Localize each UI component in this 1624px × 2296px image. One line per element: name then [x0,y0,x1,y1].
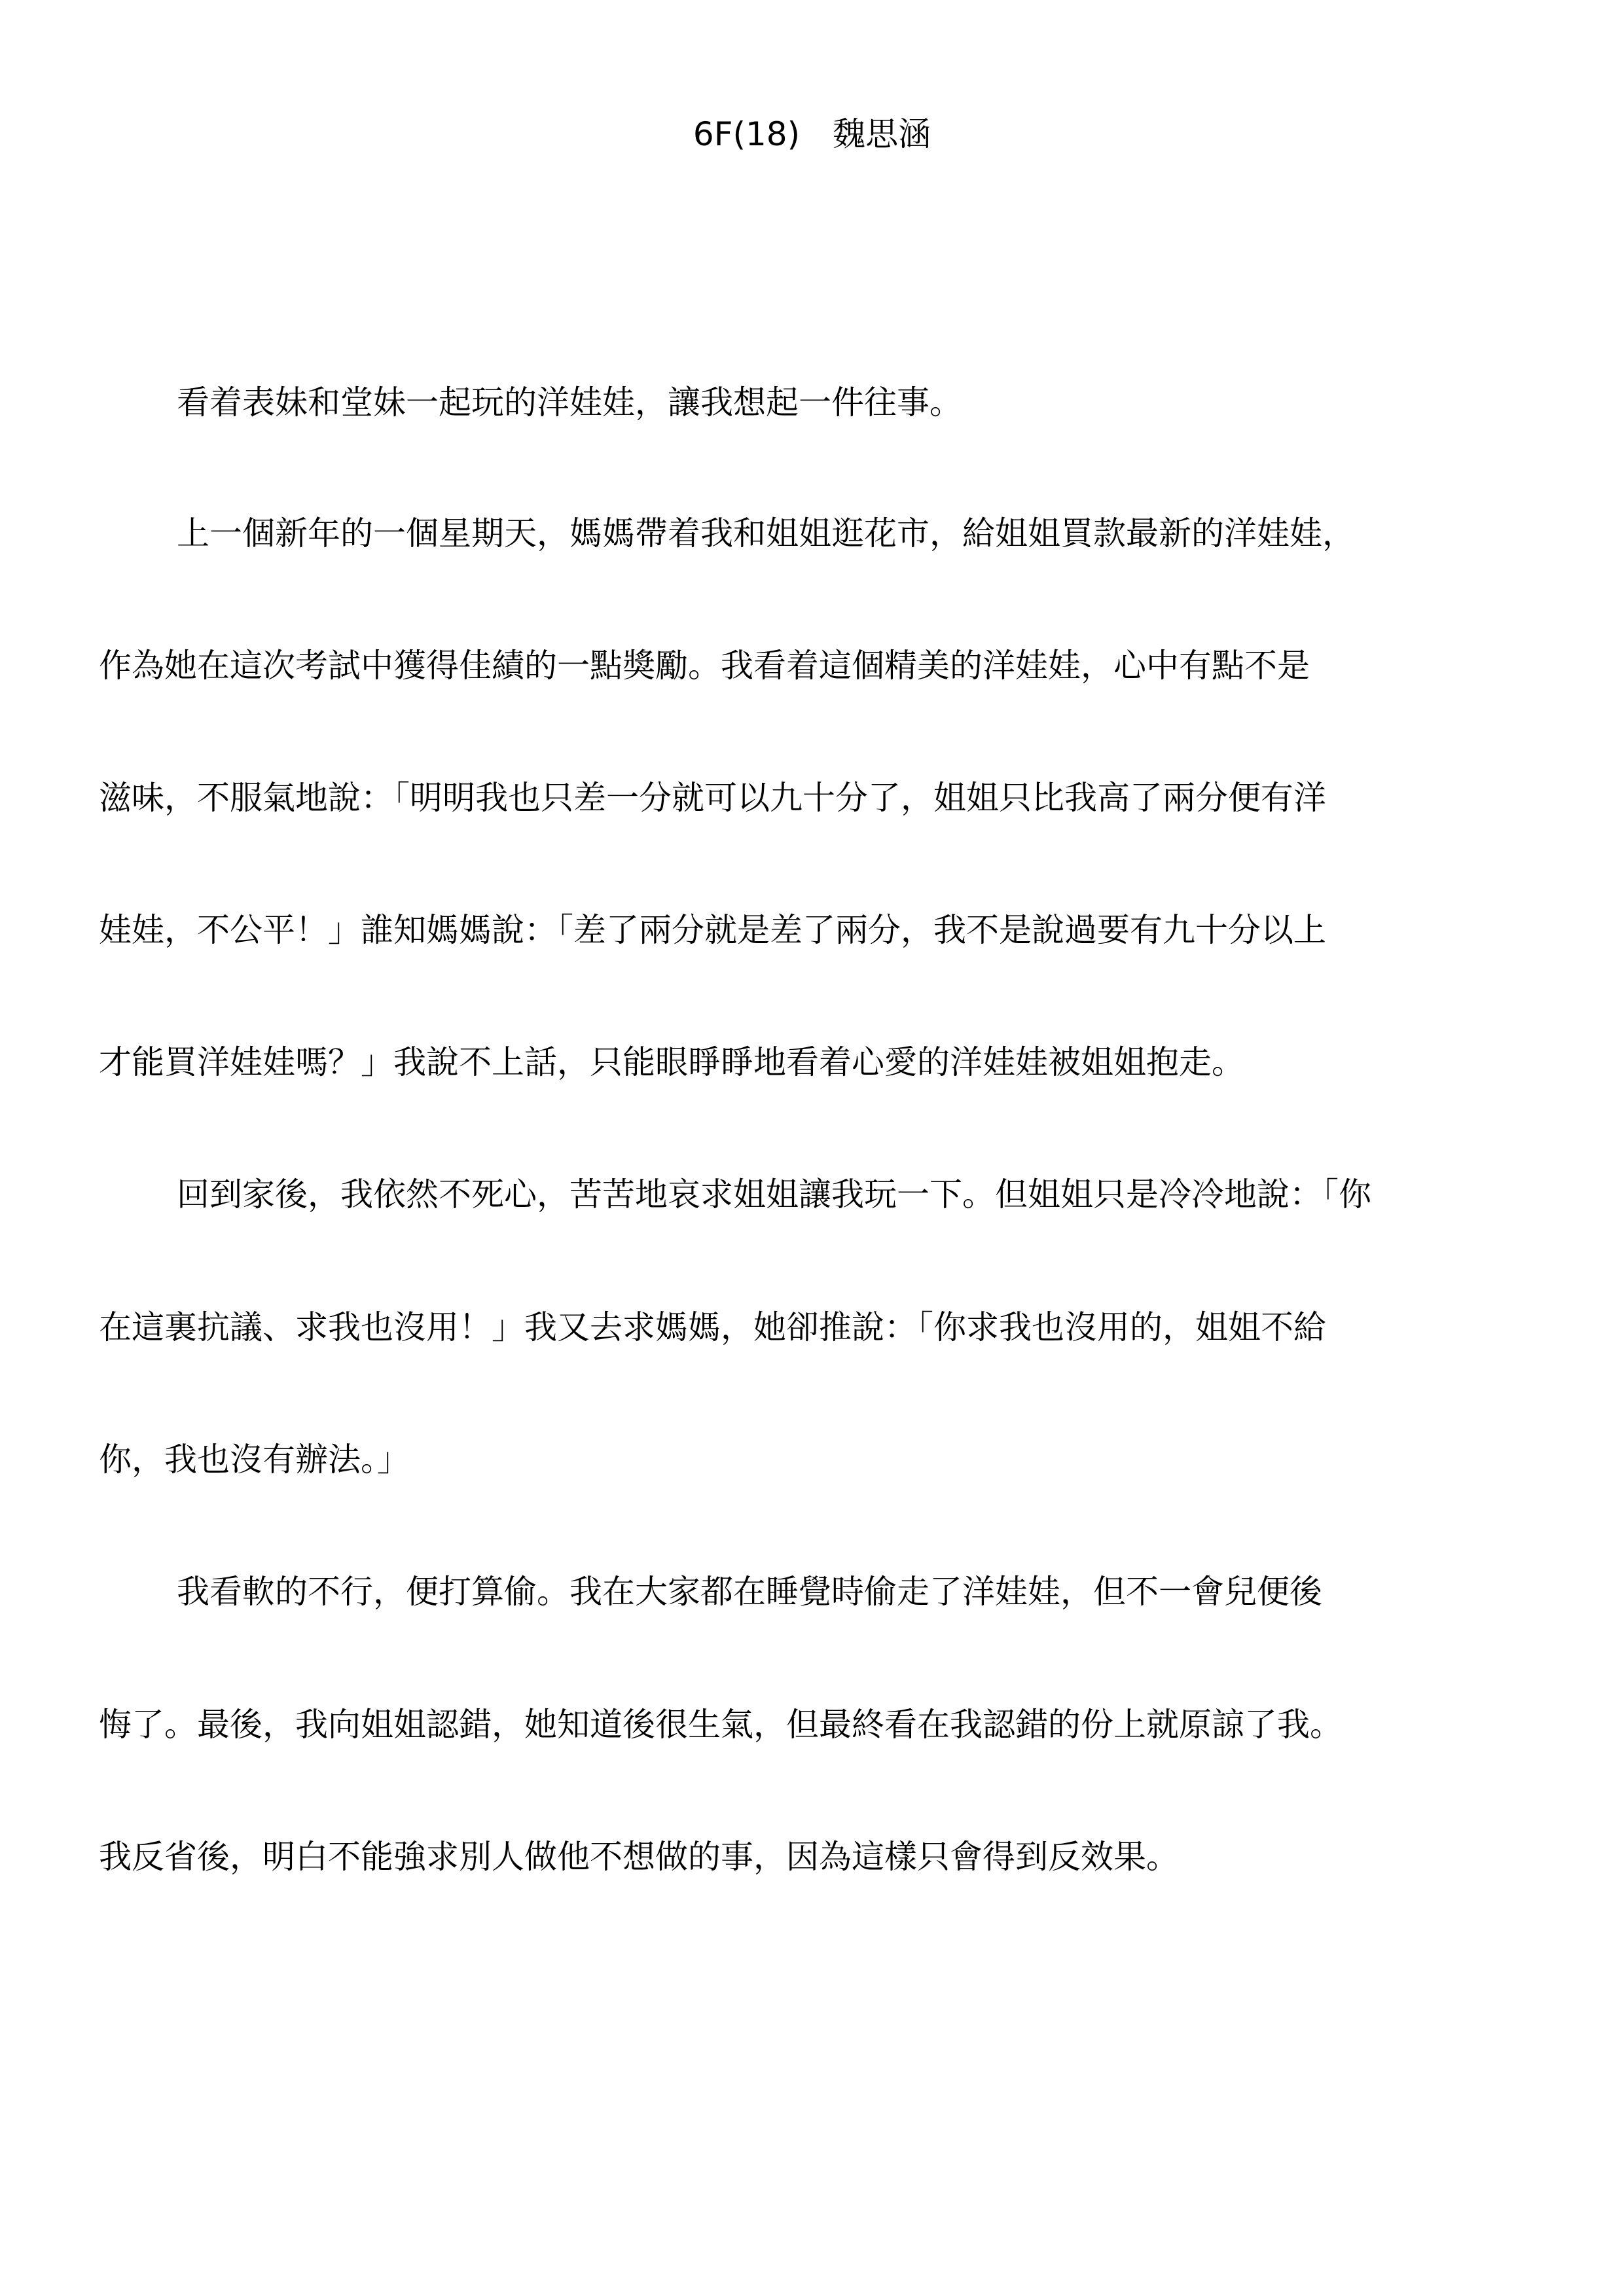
paragraph-4-line-3: 我反省後，明白不能強求別人做他不想做的事，因為這樣只會得到反效果。 [99,1838,1179,1876]
paragraph-3-line-2: 在這裏抗議、求我也沒用！」我又去求媽媽，她卻推說：「你求我也沒用的，姐姐不給 [99,1308,1326,1346]
paragraph-4-line-2: 悔了。最後，我向姐姐認錯，她知道後很生氣，但最終看在我認錯的份上就原諒了我。 [99,1706,1343,1744]
paragraph-2-line-1: 上一個新年的一個星期天，媽媽帶着我和姐姐逛花市，給姐姐買款最新的洋娃娃， [177,514,1355,552]
document-title: 6F(18) 魏思涵 [693,115,931,153]
paragraph-2-line-4: 娃娃，不公平！」誰知媽媽說：「差了兩分就是差了兩分，我不是說過要有九十分以上 [99,911,1326,949]
paragraph-3-line-1: 回到家後，我依然不死心，苦苦地哀求姐姐讓我玩一下。但姐姐只是冷冷地說：「你 [177,1175,1371,1213]
paragraph-4-line-1: 我看軟的不行，便打算偷。我在大家都在睡覺時偷走了洋娃娃，但不一會兒便後 [177,1573,1322,1611]
paragraph-1-line-1: 看着表妹和堂妹一起玩的洋娃娃，讓我想起一件往事。 [177,384,962,422]
paragraph-2-line-2: 作為她在這次考試中獲得佳績的一點獎勵。我看着這個精美的洋娃娃，心中有點不是 [99,647,1310,685]
paragraph-2-line-5: 才能買洋娃娃嗎？」我說不上話，只能眼睜睜地看着心愛的洋娃娃被姐姐抱走。 [99,1043,1244,1081]
paragraph-2-line-3: 滋味，不服氣地說：「明明我也只差一分就可以九十分了，姐姐只比我高了兩分便有洋 [99,779,1326,817]
paragraph-3-line-3: 你，我也沒有辦法。」 [99,1441,410,1479]
